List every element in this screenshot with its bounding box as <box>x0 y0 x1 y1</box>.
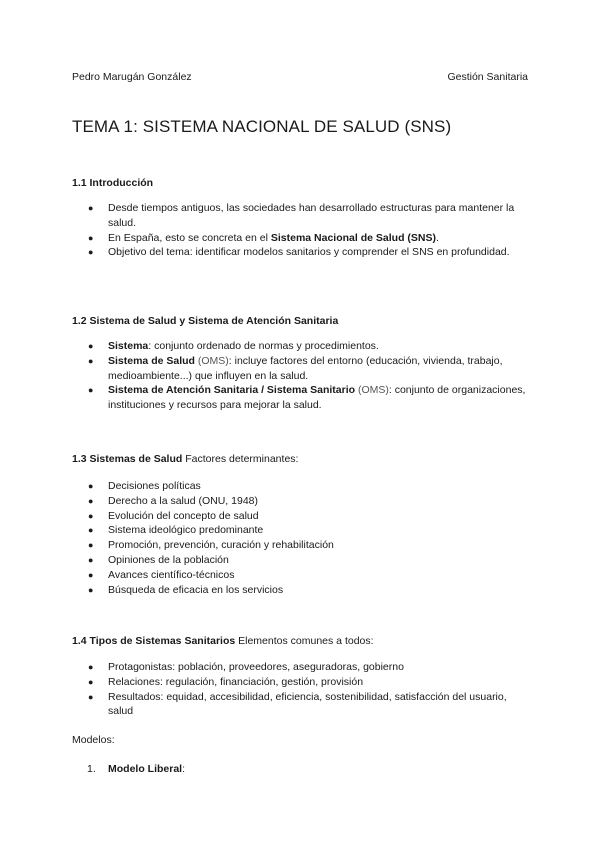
list-item: ● Relaciones: regulación, financiación, gestión, provisión <box>88 675 364 688</box>
section-heading-intro: 1.1 Introducción <box>72 177 154 189</box>
list-item: ● Derecho a la salud (ONU, 1948) <box>88 494 258 507</box>
models-label: Modelos: <box>72 734 115 746</box>
list-item: ● Promoción, prevención, curación y rehabilitación <box>88 539 334 552</box>
bullet-icon: ● <box>88 341 94 351</box>
section-heading-types: 1.4 Tipos de Sistemas Sanitarios Elementos comunes a todos: <box>72 635 374 647</box>
bullet-icon: ● <box>88 554 94 565</box>
list-item: ● Sistema: conjunto ordenado de normas y procedimientos. <box>88 340 379 352</box>
bullet-icon: ● <box>88 495 94 506</box>
systems-list <box>72 339 532 413</box>
list-item: ● Protagonistas: población, proveedores, aseguradoras, gobierno <box>88 661 404 673</box>
bullet-icon: ● <box>88 385 94 396</box>
intro-list <box>72 201 532 260</box>
bullet-icon: ● <box>88 540 94 551</box>
bullet-icon: ● <box>88 510 94 521</box>
bullet-icon: ● <box>88 247 94 258</box>
common-elements-list <box>72 660 532 719</box>
bullet-icon: ● <box>88 232 94 243</box>
list-item: ● En España, esto se concreta en el Sistema Nacional de Salud (SNS). <box>88 231 439 244</box>
bullet-icon: ● <box>88 676 94 687</box>
section-heading-health-systems: 1.3 Sistemas de Salud Factores determinantes: <box>72 453 299 465</box>
bullet-icon: ● <box>88 203 94 213</box>
bullet-icon: ● <box>88 525 94 536</box>
list-item: ● Objetivo del tema: identificar modelos sanitarios y comprender el SNS en profundidad. <box>88 246 510 259</box>
determinants-list <box>72 479 532 597</box>
document-title: TEMA 1: SISTEMA NACIONAL DE SALUD (SNS) <box>72 117 452 136</box>
bullet-icon: ● <box>88 569 94 580</box>
bullet-icon: ● <box>88 355 94 366</box>
list-item: ● Desde tiempos antiguos, las sociedades han desarrollado estructuras para mantener la salud. <box>88 202 515 229</box>
models-list <box>72 762 185 777</box>
list-item: ● Decisiones políticas <box>88 480 201 492</box>
list-item: 1. Modelo Liberal: <box>87 763 186 775</box>
section-heading-systems: 1.2 Sistema de Salud y Sistema de Atención Sanitaria <box>72 315 339 327</box>
list-item: ● Sistema de Atención Sanitaria / Sistema Sanitario (OMS): conjunto de organizaciones, instituciones y recursos para mejorar la salud. <box>88 384 526 412</box>
subject-name: Gestión Sanitaria <box>447 71 528 83</box>
list-item: ● Sistema de Salud (OMS): incluye factores del entorno (educación, vivienda, trabajo, medioambiente...) que influyen en la salud. <box>88 354 503 382</box>
list-item: ● Sistema ideológico predominante <box>88 524 264 537</box>
list-number: 1. <box>87 763 96 775</box>
list-item: ● Opiniones de la población <box>88 553 229 566</box>
list-item: ● Avances científico-técnicos <box>88 568 235 581</box>
bullet-icon: ● <box>88 691 94 702</box>
bullet-icon: ● <box>88 662 94 672</box>
list-item: ● Evolución del concepto de salud <box>88 509 259 522</box>
page-header <box>72 71 528 87</box>
bullet-icon: ● <box>88 584 94 595</box>
author-name: Pedro Marugán González <box>72 71 192 83</box>
list-item: ● Búsqueda de eficacia en los servicios <box>88 583 284 596</box>
list-item: ● Resultados: equidad, accesibilidad, eficiencia, sostenibilidad, satisfacción del usuario, salud <box>88 690 507 718</box>
bullet-icon: ● <box>88 481 94 491</box>
